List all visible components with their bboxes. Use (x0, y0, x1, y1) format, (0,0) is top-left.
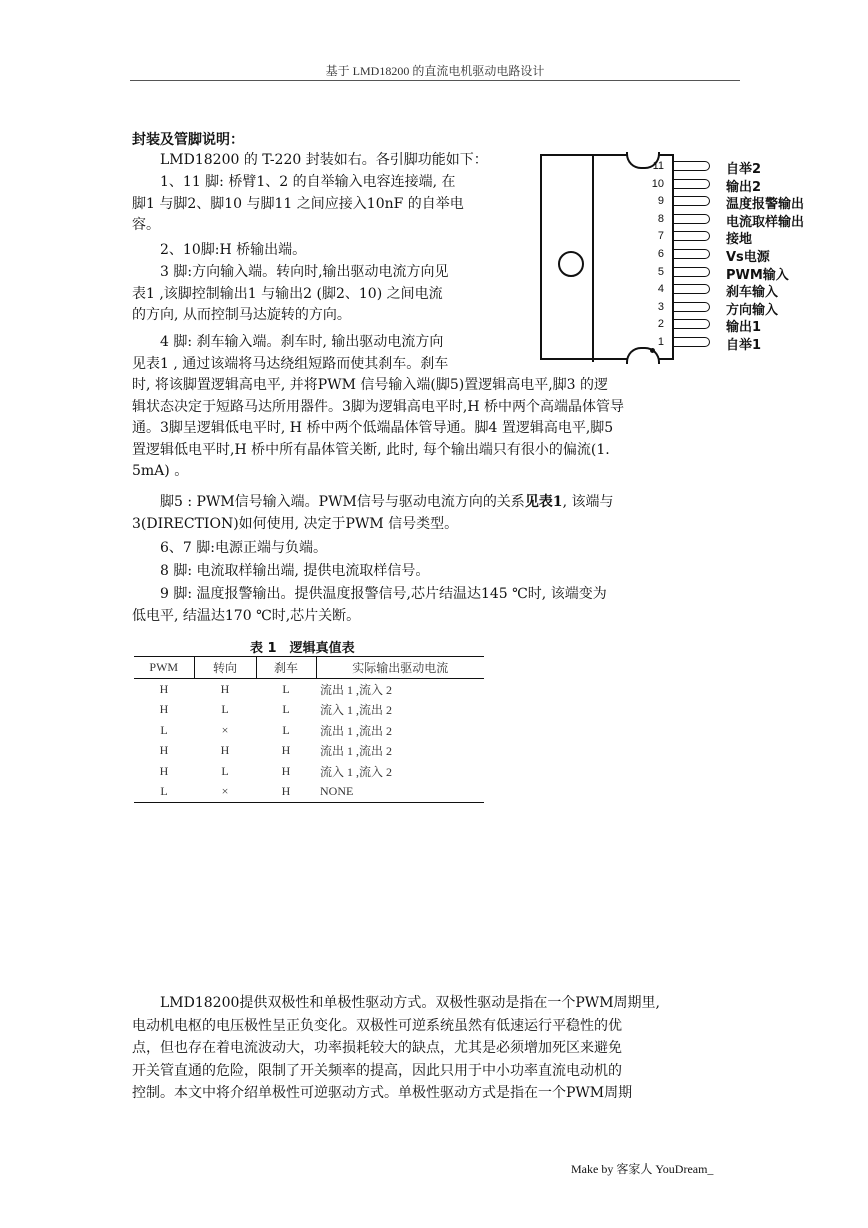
table-row (134, 700, 484, 721)
pin-1-11-text-b: 脚1 与脚2、脚10 与脚11 之间应接入10nF 的自举电 (132, 195, 464, 212)
table-cell: 流出 1 ,流入 2 (320, 682, 393, 697)
pin-11 (648, 158, 830, 175)
pin-6 (648, 246, 830, 263)
pin-number: 5 (657, 265, 664, 278)
pin-3-text-b: 表1 ,该脚控制输出1 与输出2 (脚2、10) 之间电流 (132, 285, 443, 302)
pin-lead (674, 284, 710, 294)
table-cell: L (160, 722, 168, 737)
pin-lead (674, 196, 710, 206)
pin-2 (648, 316, 830, 336)
pin-10 (648, 176, 830, 193)
table-cell: 流入 1 ,流出 2 (320, 703, 393, 718)
table-cell: H (281, 743, 291, 758)
table-cell: L (134, 782, 194, 803)
pin-number: 9 (657, 195, 664, 208)
pin-5-text-b: 3(DIRECTION)如何使用, 决定于PWM 信号类型。 (132, 515, 459, 532)
drive-modes-line-5: 控制。本文中将介绍单极性可逆驱动方式。单极性驱动方式是指在一个PWM周期 (132, 1085, 633, 1101)
paragraph-pin-2-10 (132, 240, 532, 262)
header-rule (130, 80, 740, 81)
pin-number: 10 (651, 177, 664, 190)
pin-lead (674, 214, 710, 224)
pin-label: 温度报警输出 (726, 197, 805, 213)
table-row (134, 782, 484, 803)
paragraph-drive-modes (132, 992, 747, 1105)
drive-modes-line-2: 电动机电枢的电压极性呈正负变化。双极性可逆系统虽然有低速运行平稳性的优 (132, 1017, 622, 1034)
intro-text: LMD18200 的 T-220 封装如右。各引脚功能如下： (160, 152, 488, 168)
pin-5-text-a-post: , 该端与 (562, 494, 614, 510)
table-cell: H (281, 763, 291, 778)
pin-number: 3 (657, 300, 664, 313)
pin-4-text-b: 见表1 , 通过该端将马达绕组短路而使其刹车。刹车 (132, 355, 449, 372)
pin-number: 1 (657, 336, 664, 348)
table-header-row (134, 657, 484, 679)
table-cell: × (221, 722, 229, 737)
table-row (134, 741, 484, 762)
table-cell: L (221, 763, 229, 778)
pin-label: 自举2 (726, 162, 762, 177)
table-cell: L (282, 681, 290, 696)
pin-label: Vs电源 (726, 250, 770, 265)
pin-4 (648, 281, 830, 301)
drive-modes-line-3: 点，但也存在着电流波动大，功率损耗较大的缺点，尤其是必须增加死区来避免 (132, 1040, 622, 1056)
section-heading: 封装及管脚说明： (132, 132, 244, 148)
pin-4-text-c: 时, 将该脚置逻辑高电平, 并将PWM 信号输入端(脚5)置逻辑高电平,脚3 的逻 (132, 377, 609, 393)
pin-8-text: 8 脚: 电流取样输出端, 提供电流取样信号。 (160, 563, 430, 579)
pin-number: 6 (657, 248, 664, 260)
pin-lead (674, 179, 710, 189)
pin-label: 方向输入 (726, 302, 779, 318)
table-cell: H (159, 681, 169, 696)
table-cell: H (220, 681, 230, 696)
paragraph-pin-8 (132, 561, 747, 583)
drive-modes-line-1: LMD18200提供双极性和单极性驱动方式。双极性驱动是指在一个PWM周期里, (160, 995, 660, 1011)
table-row (134, 761, 484, 782)
header-pwm: PWM (134, 657, 194, 679)
table-cell: H (159, 743, 169, 758)
table-row (134, 679, 484, 700)
table-cell: 流入 1 ,流入 2 (320, 764, 393, 779)
pin-2-10-text: 2、10脚:H 桥输出端。 (160, 242, 307, 258)
pin-5 (648, 264, 830, 281)
table-body (134, 679, 484, 803)
table-cell: L (221, 702, 229, 717)
header-direction: 转向 (194, 657, 256, 679)
pin-label: PWM输入 (726, 267, 789, 283)
table-cell: L (282, 722, 290, 737)
table-cell: H (159, 763, 169, 778)
pin-label: 输出2 (726, 179, 762, 195)
paragraph-pin-9 (132, 584, 747, 627)
pin-9-text-a: 9 脚: 温度报警输出。提供温度报警信号,芯片结温达145 ℃时, 该端变为 (160, 586, 607, 602)
page-header: 基于 LMD18200 的直流电机驱动电路设计 (325, 64, 545, 78)
pin-lead (674, 337, 710, 347)
package-divider (592, 156, 594, 362)
pin-9-text-b: 低电平, 结温达170 ℃时,芯片关断。 (132, 607, 361, 624)
pin-3 (648, 299, 830, 316)
paragraph-pin-3 (132, 262, 532, 327)
pin-label: 自举1 (726, 338, 762, 353)
header-brake: 刹车 (256, 657, 316, 679)
table-cell: H (220, 743, 230, 758)
pin-lead (674, 302, 710, 312)
pin-lead (674, 267, 710, 277)
pin-number: 4 (657, 283, 664, 296)
pin-4-text-e: 通。3脚呈逻辑低电平时, H 桥中两个低端晶体管导通。脚4 置逻辑高电平,脚5 (132, 420, 614, 436)
table-cell: L (282, 702, 290, 717)
pin-1-11-text-c: 容。 (132, 217, 160, 233)
pin-3-text-c: 的方向, 从而控制马达旋转的方向。 (132, 307, 351, 323)
pin-lead (674, 319, 710, 329)
pin-7 (648, 228, 830, 248)
pin-number: 2 (657, 318, 664, 331)
pin-number: 11 (652, 160, 664, 172)
truth-table (134, 656, 484, 803)
table-row (134, 720, 484, 741)
table-reference: 见表1 (524, 494, 563, 510)
pin-lead (674, 249, 710, 259)
pin-9 (648, 193, 830, 213)
table-cell: 流出 1 ,流出 2 (320, 744, 393, 759)
pin-6-7-text: 6、7 脚:电源正端与负端。 (160, 540, 327, 556)
pin-1 (648, 334, 830, 351)
mounting-hole (558, 251, 584, 277)
table-cell: 流出 1 ,流出 2 (320, 723, 393, 738)
pin-label: 刹车输入 (726, 285, 779, 301)
pin-3-text-a: 3 脚:方向输入端。转向时,输出驱动电流方向见 (160, 264, 449, 280)
pin-4-text-a: 4 脚: 刹车输入端。刹车时, 输出驱动电流方向 (160, 334, 444, 350)
pin-label: 接地 (726, 232, 753, 248)
pin-number: 7 (657, 230, 664, 243)
header-output-current: 实际输出驱动电流 (316, 657, 484, 679)
package-diagram (540, 154, 830, 364)
table-caption: 表 1 逻辑真值表 (250, 641, 355, 656)
table-cell: H (256, 782, 316, 803)
table-cell: NONE (316, 782, 484, 803)
pin-8 (648, 211, 830, 228)
pin-label: 电流取样输出 (726, 214, 805, 230)
paragraph-pin-5 (132, 492, 747, 535)
pin-1-11-text-a: 1、11 脚: 桥臂1、2 的自举输入电容连接端, 在 (160, 174, 456, 190)
pin-5-text-a: 脚5 : PWM信号输入端。PWM信号与驱动电流方向的关系 (160, 494, 525, 510)
drive-modes-line-4: 开关管直通的危险，限制了开关频率的提高，因此只用于中小功率直流电动机的 (132, 1062, 622, 1079)
pin-lead (674, 161, 710, 171)
page-footer: Make by 客家人 YouDream_ (571, 1162, 714, 1176)
pin-4-text-f: 置逻辑低电平时,H 桥中所有晶体管关断, 此时, 每个输出端只有很小的偏流(1. (132, 441, 610, 458)
table-cell: × (194, 782, 256, 803)
pin-label: 输出1 (726, 320, 762, 336)
table-cell: H (159, 702, 169, 717)
paragraph-pin-1-11 (132, 172, 532, 237)
pin-lead (674, 231, 710, 241)
paragraph-pin-6-7 (132, 538, 747, 560)
pin-4-text-g: 5mA) 。 (132, 463, 189, 479)
pin-number: 8 (657, 212, 664, 225)
pin-4-text-d: 辑状态决定于短路马达所用器件。3脚为逻辑高电平时,H 桥中两个高端晶体管导 (132, 398, 625, 415)
paragraph-intro (132, 150, 532, 172)
